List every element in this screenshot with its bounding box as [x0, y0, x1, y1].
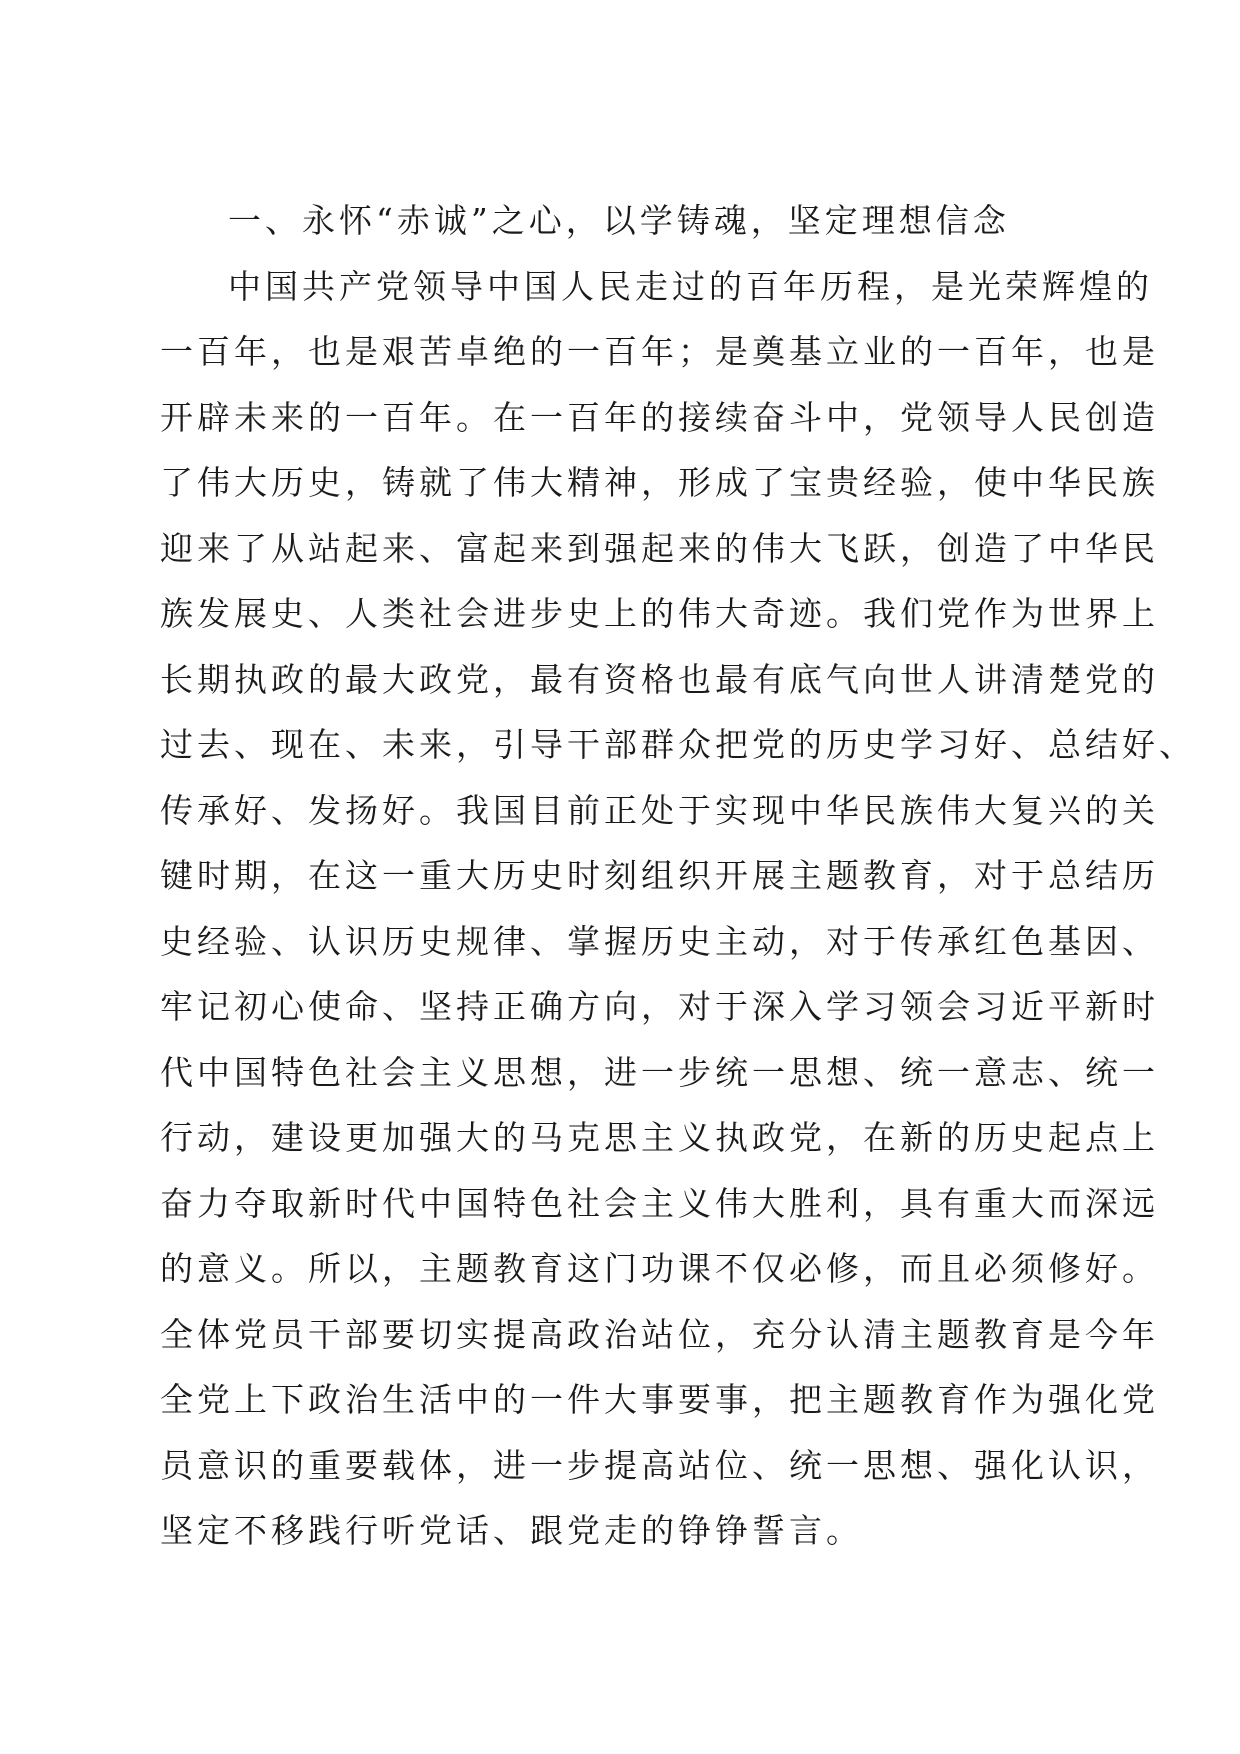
- paragraph-line: 长期执政的最大政党，最有资格也最有底气向世人讲清楚党的: [160, 659, 1159, 699]
- paragraph-line: 行动，建设更加强大的马克思主义执政党，在新的历史起点上: [160, 1118, 1159, 1157]
- paragraph-line: 中国共产党领导中国人民走过的百年历程，是光荣辉煌的: [228, 266, 1153, 306]
- paragraph-line: 键时期，在这一重大历史时刻组织开展主题教育，对于总结历: [160, 856, 1159, 895]
- paragraph-line: 开辟未来的一百年。在一百年的接续奋斗中，党领导人民创造: [160, 397, 1159, 437]
- section-heading: 一、永怀“赤诚”之心，以学铸魂，坚定理想信念: [228, 201, 1010, 240]
- paragraph-line: 全体党员干部要切实提高政治站位，充分认清主题教育是今年: [160, 1314, 1159, 1354]
- paragraph-line: 全党上下政治生活中的一件大事要事，把主题教育作为强化党: [160, 1380, 1159, 1419]
- paragraph-line: 奋力夺取新时代中国特色社会主义伟大胜利，具有重大而深远: [160, 1183, 1159, 1223]
- paragraph-line: 过去、现在、未来，引导干部群众把党的历史学习好、总结好、: [160, 725, 1196, 764]
- paragraph-line: 迎来了从站起来、富起来到强起来的伟大飞跃，创造了中华民: [160, 528, 1159, 568]
- document-body: [160, 188, 1196, 1564]
- paragraph-line: 坚定不移践行听党话、跟党走的铮铮誓言。: [160, 1511, 863, 1550]
- paragraph-line: 史经验、认识历史规律、掌握历史主动，对于传承红色基因、: [160, 921, 1159, 961]
- paragraph-line: 一百年，也是艰苦卓绝的一百年；是奠基立业的一百年，也是: [160, 332, 1159, 371]
- paragraph-line: 了伟大历史，铸就了伟大精神，形成了宝贵经验，使中华民族: [160, 463, 1159, 502]
- paragraph-line: 传承好、发扬好。我国目前正处于实现中华民族伟大复兴的关: [160, 790, 1159, 830]
- paragraph: [160, 254, 1196, 1564]
- paragraph-line: 代中国特色社会主义思想，进一步统一思想、统一意志、统一: [160, 1052, 1159, 1092]
- paragraph-line: 的意义。所以，主题教育这门功课不仅必修，而且必须修好。: [160, 1249, 1159, 1288]
- paragraph-line: 牢记初心使命、坚持正确方向，对于深入学习领会习近平新时: [160, 987, 1159, 1026]
- paragraph-line: 员意识的重要载体，进一步提高站位、统一思想、强化认识，: [160, 1445, 1159, 1485]
- paragraph-line: 族发展史、人类社会进步史上的伟大奇迹。我们党作为世界上: [160, 594, 1159, 633]
